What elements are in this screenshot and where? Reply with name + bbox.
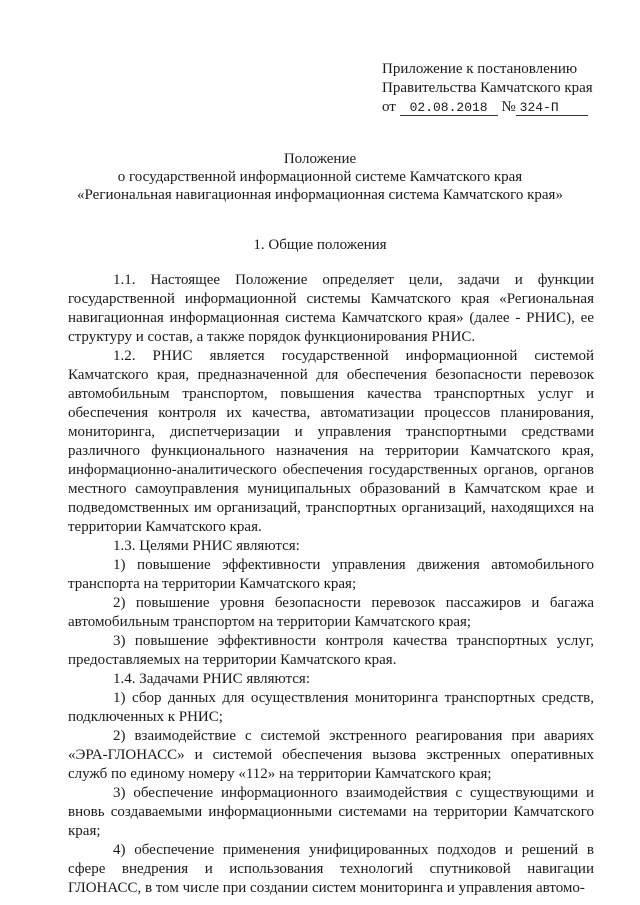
document-number: 324-П — [516, 100, 588, 116]
number-label: № — [501, 99, 516, 115]
section-heading: 1. Общие положения — [253, 237, 387, 253]
appendix-line-1: Приложение к постановлению — [382, 61, 578, 77]
task-item-4: 4) обеспечение применения унифицированных подходов и решений в сфере внедрения и использования технологий спутниковой навигации ГЛОНАСС, в том числе при создании систем мониторинга и управления автомо- — [68, 842, 594, 896]
title-line-2: о государственной информационной системе Камчатского края — [117, 169, 523, 185]
document-body — [68, 271, 594, 898]
document-date: 02.08.2018 — [400, 100, 498, 116]
from-label: от — [382, 99, 396, 115]
appendix-line-2: Правительства Камчатского края — [382, 80, 593, 96]
paragraph-1-2: 1.2. РНИС является государственной информационной системой Камчатского края, предназначенной для обеспечения безопасности перевозок автомобильным транспортом, повышения качества транспортных услуг и обеспечения контроля их качества, автоматизации процессов планирования, мониторинга, диспетчеризации и управления транспортными средствами различного функционального назначения на территории Камчатского края, информационно-аналитического обеспечения государственных органов, органов местного самоуправления муниципальных образований в Камчатском крае и подведомственных им организаций, транспортных организаций, находящихся на территории Камчатского края. — [68, 348, 594, 535]
goal-item-2: 2) повышение уровня безопасности перевозок пассажиров и багажа автомобильным транспортом на территории Камчатского края; — [68, 595, 594, 630]
goal-item-1: 1) повышение эффективности управления движения автомобильного транспорта на территории Камчатского края; — [68, 557, 594, 592]
appendix-header — [382, 60, 622, 117]
paragraph-1-3: 1.3. Целями РНИС являются: — [113, 538, 300, 554]
title-line-3: «Региональная навигационная информационная система Камчатского края» — [77, 187, 563, 203]
goal-item-3: 3) повышение эффективности контроля качества транспортных услуг, предоставляемых на территории Камчатского края. — [68, 633, 594, 668]
task-item-1: 1) сбор данных для осуществления мониторинга транспортных средств, подключенных к РНИС; — [68, 690, 594, 725]
appendix-line-3 — [382, 98, 622, 117]
task-item-3: 3) обеспечение информационного взаимодействия с существующими и вновь создаваемыми информационными системами на территории Камчатского края; — [68, 785, 594, 839]
paragraph-1-4: 1.4. Задачами РНИС являются: — [113, 671, 310, 687]
document-title — [60, 150, 580, 204]
title-line-1: Положение — [283, 151, 357, 167]
paragraph-1-1: 1.1. Настоящее Положение определяет цели, задачи и функции государственной информационной системы Камчатского края «Региональная навигационная информационная система Камчатского края» (далее - РНИС), ее структуру и состав, а также порядок функционирования РНИС. — [68, 272, 594, 345]
task-item-2: 2) взаимодействие с системой экстренного реагирования при авариях «ЭРА-ГЛОНАСС» и системой обеспечения вызова экстренных оперативных служб по единому номеру «112» на территории Камчатского края; — [68, 728, 594, 782]
